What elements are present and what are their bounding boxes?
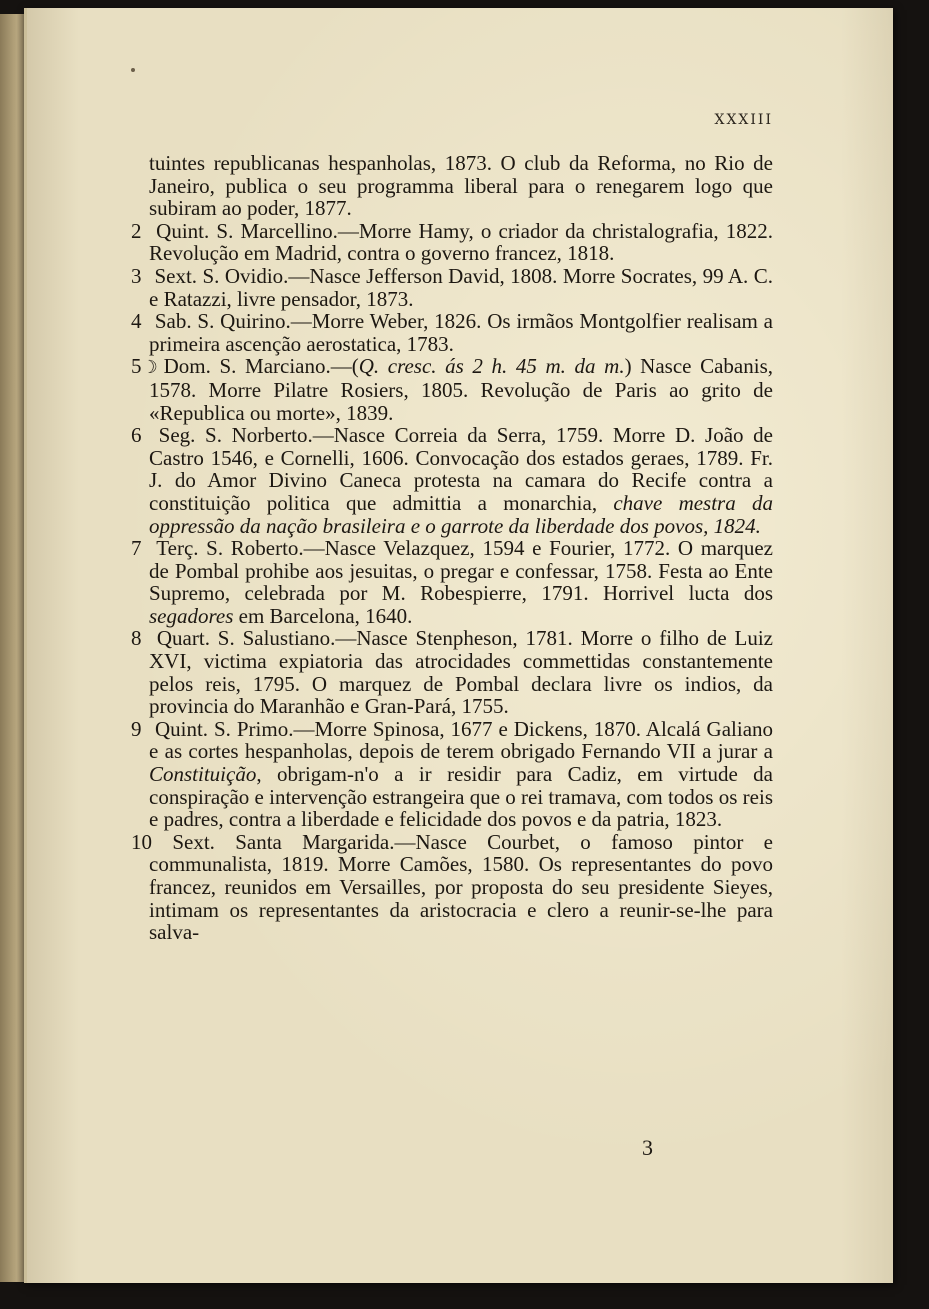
entry-text: Quart. S. Salustiano.—Nasce Stenpheson, 1781. Morre o filho de Luiz XVI, victima expiatoria das atrocidades commettidas constantemente pelos reis, 1795. O marquez de Pombal declara livre os indios, da provincia do Maranhão e Gran-Pará, 1755.: [149, 626, 773, 719]
entry-day-5: 5 ☽ Dom. S. Marciano.—(Q. cresc. ás 2 h. 45 m. da m.) Nasce Cabanis, 1578. Morre Pilatre Rosiers, 1805. Revolução de Paris ao grito de «Republica ou morte», 1839.: [131, 354, 774, 425]
entry-text-italic: Q. cresc. ás 2 h. 45 m. da m.: [358, 354, 625, 379]
day-number: 8: [131, 626, 142, 651]
entry-day-6: [131, 424, 773, 537]
entry-text-before: Seg. S. Norberto.—Nasce Correia da Serra, 1759. Morre D. João de Castro 1546, e Cornelli, 1606. Convocação dos estados geraes, 1789. Fr. J. do Amor Divino Caneca protesta na camara do Recife contra a constituição politica que admittia a monarchia,: [149, 423, 774, 515]
entry-day-4: [131, 310, 773, 355]
entry-day-2: [131, 220, 773, 265]
entry-text: Sext. S. Ovidio.—Nasce Jefferson David, 1808. Morre Socrates, 99 A. C. e Ratazzi, livre pensador, 1873.: [149, 263, 773, 311]
paper-speck: [131, 68, 135, 72]
entry-text-italic: chave mestra da oppressão da nação brasileira e o garrote da liberdade dos povos, 1824.: [149, 490, 773, 538]
entry-text-italic: Constituição: [149, 762, 257, 787]
entry-text-after: , obrigam-n'o a ir residir para Cadiz, em virtude da conspiração e intervenção estrangeira que o rei tramava, com todos os reis e padres, contra a liberdade e felicidade dos povos e da patria, 1823.: [149, 762, 773, 832]
entry-text: Quint. S. Marcellino.—Morre Hamy, o criador da christalografia, 1822. Revolução em Madrid, contra o governo francez, 1818.: [149, 218, 774, 266]
entry-text-after: em Barcelona, 1640.: [233, 603, 413, 628]
entry-text-before: Quint. S. Primo.—Morre Spinosa, 1677 e Dickens, 1870. Alcalá Galiano e as cortes hespanholas, depois de terem obrigado Fernando VII a jurar a: [149, 716, 774, 764]
entry-text-before: Terç. S. Roberto.—Nasce Velazquez, 1594 e Fourier, 1772. O marquez de Pombal prohibe aos jesuitas, o pregar e confessar, 1758. Festa ao Ente Supremo, celebrada por M. Robespierre, 1791. Horrivel lucta dos: [149, 536, 773, 606]
day-number: 7: [131, 536, 142, 561]
entry-day-9: [131, 718, 773, 831]
day-number: 10: [131, 829, 152, 854]
day-number: 3: [131, 263, 142, 288]
entry-text-before: Dom. S. Marciano.—(: [163, 354, 359, 379]
entry-text: Sext. Santa Margarida.—Nasce Courbet, o famoso pintor e communalista, 1819. Morre Camões, 1580. Os representantes do povo francez, reunidos em Versailles, por proposta do seu presidente Sieyes, intimam os representantes da aristocracia e clero a reunir-se-lhe para salva-: [149, 829, 774, 945]
page-header-number: XXXIII: [714, 112, 773, 128]
day-number: 6: [131, 423, 142, 448]
entry-day-7: [131, 537, 773, 627]
entry-day-8: [131, 627, 773, 717]
entry-continuation: [131, 152, 773, 220]
entry-day-10: [131, 831, 773, 944]
entry-text-after: ) Nasce Cabanis, 1578. Morre Pilatre Rosiers, 1805. Revolução de Paris ao grito de «Republica ou morte», 1839.: [149, 354, 774, 425]
entry-text-italic: segadores: [149, 603, 234, 628]
day-number: 4: [131, 309, 142, 334]
entry-text: tuintes republicanas hespanholas, 1873. O club da Reforma, no Rio de Janeiro, publica o seu programma liberal para o renegarem logo que subiram ao poder, 1877.: [149, 151, 773, 221]
day-number: 2: [131, 218, 142, 243]
entry-text: Sab. S. Quirino.—Morre Weber, 1826. Os irmãos Montgolfier realisam a primeira ascenção aerostatica, 1783.: [149, 309, 773, 356]
signature-mark: 3: [642, 1135, 653, 1160]
day-number: 5: [131, 354, 142, 379]
calendar-text: [131, 152, 773, 944]
book-page: [24, 8, 893, 1283]
day-number: 9: [131, 716, 142, 741]
entry-day-3: [131, 265, 773, 310]
